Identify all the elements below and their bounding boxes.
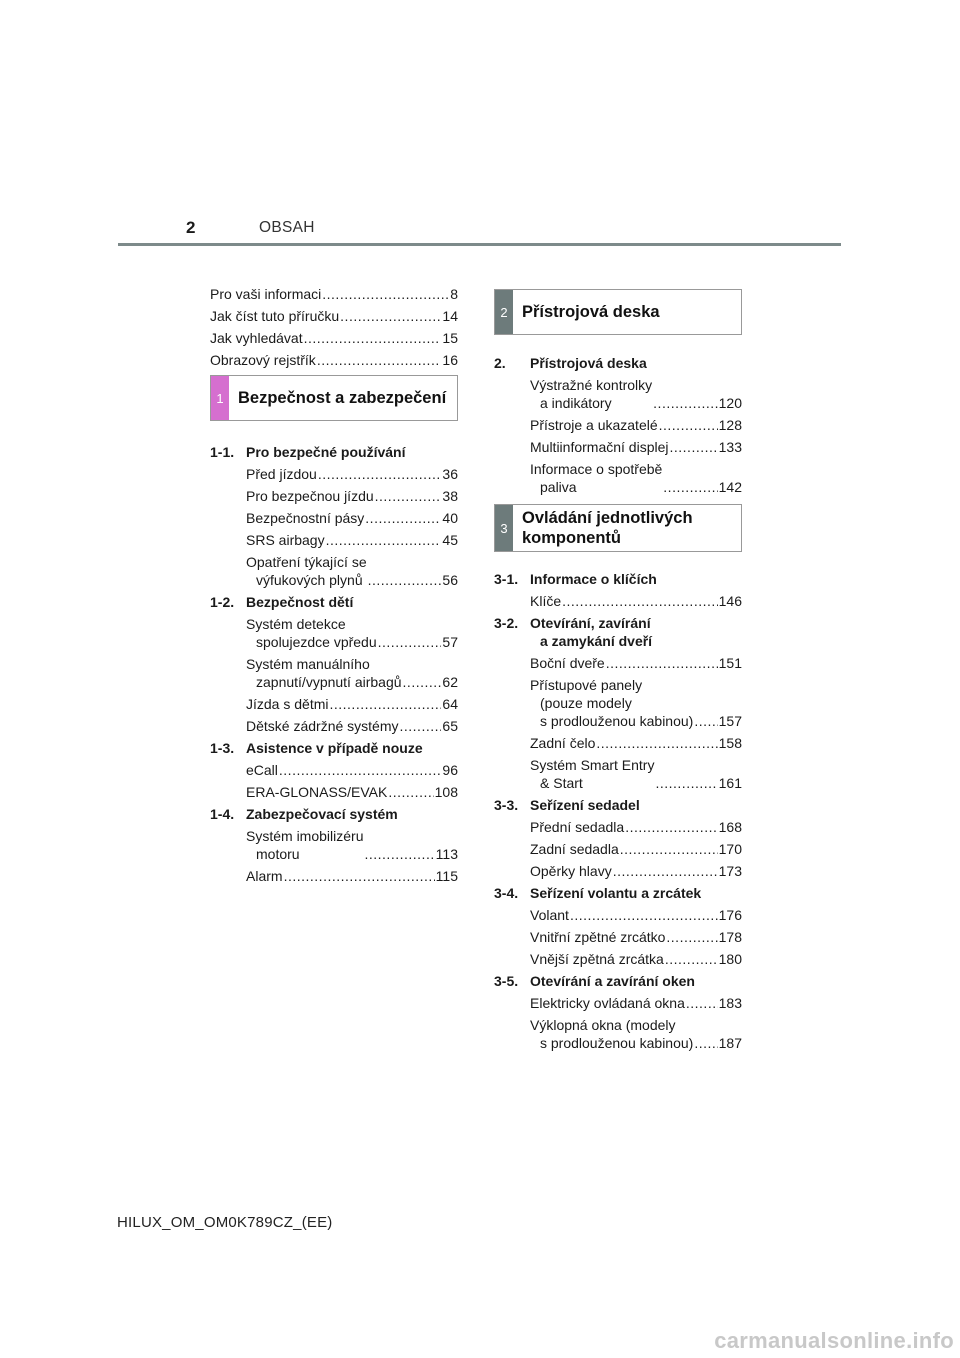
section-heading: 2. Přístrojová deska <box>494 355 647 371</box>
section-heading: 1-4. Zabezpečovací systém <box>210 806 398 822</box>
header-rule <box>118 243 841 246</box>
toc-entry[interactable]: Opěrky hlavy ..... 173 <box>494 862 742 880</box>
toc-entry[interactable]: Zadní sedadla ..... 170 <box>494 840 742 858</box>
toc-entry[interactable]: Zadní čelo ..... 158 <box>494 734 742 752</box>
watermark: carmanualsonline.info <box>714 1328 954 1353</box>
page-number: 2 <box>186 218 196 237</box>
toc-entry[interactable]: Volant ..... 176 <box>494 906 742 924</box>
toc-entry[interactable]: Přístupové panely (pouze modely s prodlouženou kabinou) ..... 157 <box>494 676 742 730</box>
toc-left-column <box>210 285 458 889</box>
toc-entry[interactable]: Boční dveře ..... 151 <box>494 654 742 672</box>
page-title: OBSAH <box>259 219 315 236</box>
section-heading: 3-4. Seřízení volantu a zrcátek <box>494 885 702 901</box>
section-heading: 3-2. Otevírání, zavírání a zamykání dveří <box>494 615 653 649</box>
section-heading: 3-1. Informace o klíčích <box>494 571 657 587</box>
document-code: HILUX_OM_OM0K789CZ_(EE) <box>117 1214 333 1231</box>
toc-entry[interactable]: SRS airbagy ..... 45 <box>210 531 458 549</box>
toc-entry[interactable]: Opatření týkající se výfukových plynů ..... 56 <box>210 553 458 589</box>
toc-entry[interactable]: Vnější zpětná zrcátka ..... 180 <box>494 950 742 968</box>
chapter-1-tab: 1 <box>211 376 229 420</box>
toc-entry[interactable]: Jízda s dětmi ..... 64 <box>210 695 458 713</box>
toc-entry[interactable]: Vnitřní zpětné zrcátko ..... 178 <box>494 928 742 946</box>
toc-entry[interactable]: Multiinformační displej ..... 133 <box>494 438 742 456</box>
toc-entry[interactable]: Systém manuálního zapnutí/vypnutí airbagů ..... 62 <box>210 655 458 691</box>
toc-entry[interactable]: Přístroje a ukazatelé ..... 128 <box>494 416 742 434</box>
toc-entry[interactable]: Jak vyhledávat ..... 15 <box>210 329 458 347</box>
section-heading: 1-2. Bezpečnost dětí <box>210 594 354 610</box>
toc-entry[interactable]: eCall ..... 96 <box>210 761 458 779</box>
toc-entry[interactable]: Systém detekce spolujezdce vpředu ..... 57 <box>210 615 458 651</box>
chapter-2-box[interactable] <box>494 289 742 335</box>
toc-entry[interactable]: Pro vaši informaci ..... 8 <box>210 285 458 303</box>
chapter-2-title: Přístrojová deska <box>522 303 660 321</box>
toc-right-column <box>494 289 742 1056</box>
chapter-3-box[interactable] <box>494 504 742 552</box>
toc-entry[interactable]: Informace o spotřebě paliva ..... 142 <box>494 460 742 496</box>
section-heading: 3-5. Otevírání a zavírání oken <box>494 973 695 989</box>
section-heading: 1-3. Asistence v případě nouze <box>210 740 423 756</box>
toc-entry[interactable]: Výstražné kontrolky a indikátory ..... 120 <box>494 376 742 412</box>
toc-entry[interactable]: Obrazový rejstřík ..... 16 <box>210 351 458 369</box>
chapter-3-title: Ovládání jednotlivých komponentů <box>522 509 693 547</box>
section-heading: 1-1. Pro bezpečné používání <box>210 444 406 460</box>
toc-entry[interactable]: Klíče ..... 146 <box>494 592 742 610</box>
toc-entry[interactable]: Bezpečnostní pásy ..... 40 <box>210 509 458 527</box>
toc-entry[interactable]: Před jízdou ..... 36 <box>210 465 458 483</box>
chapter-1-box[interactable] <box>210 375 458 421</box>
chapter-2-tab: 2 <box>495 290 513 334</box>
toc-entry[interactable]: Dětské zádržné systémy ..... 65 <box>210 717 458 735</box>
chapter-3-tab: 3 <box>495 505 513 551</box>
toc-entry[interactable]: Alarm ..... 115 <box>210 867 458 885</box>
chapter-1-title: Bezpečnost a zabezpečení <box>238 389 447 407</box>
toc-entry[interactable]: Výklopná okna (modely s prodlouženou kabinou) ..... 187 <box>494 1016 742 1052</box>
toc-entry[interactable]: Přední sedadla ..... 168 <box>494 818 742 836</box>
toc-entry[interactable]: Jak číst tuto příručku ..... 14 <box>210 307 458 325</box>
toc-entry[interactable]: Systém Smart Entry & Start ..... 161 <box>494 756 742 792</box>
toc-entry[interactable]: ERA-GLONASS/EVAK ..... 108 <box>210 783 458 801</box>
section-heading: 3-3. Seřízení sedadel <box>494 797 640 813</box>
toc-entry[interactable]: Elektricky ovládaná okna ..... 183 <box>494 994 742 1012</box>
toc-entry[interactable]: Systém imobilizéru motoru ..... 113 <box>210 827 458 863</box>
toc-entry[interactable]: Pro bezpečnou jízdu ..... 38 <box>210 487 458 505</box>
